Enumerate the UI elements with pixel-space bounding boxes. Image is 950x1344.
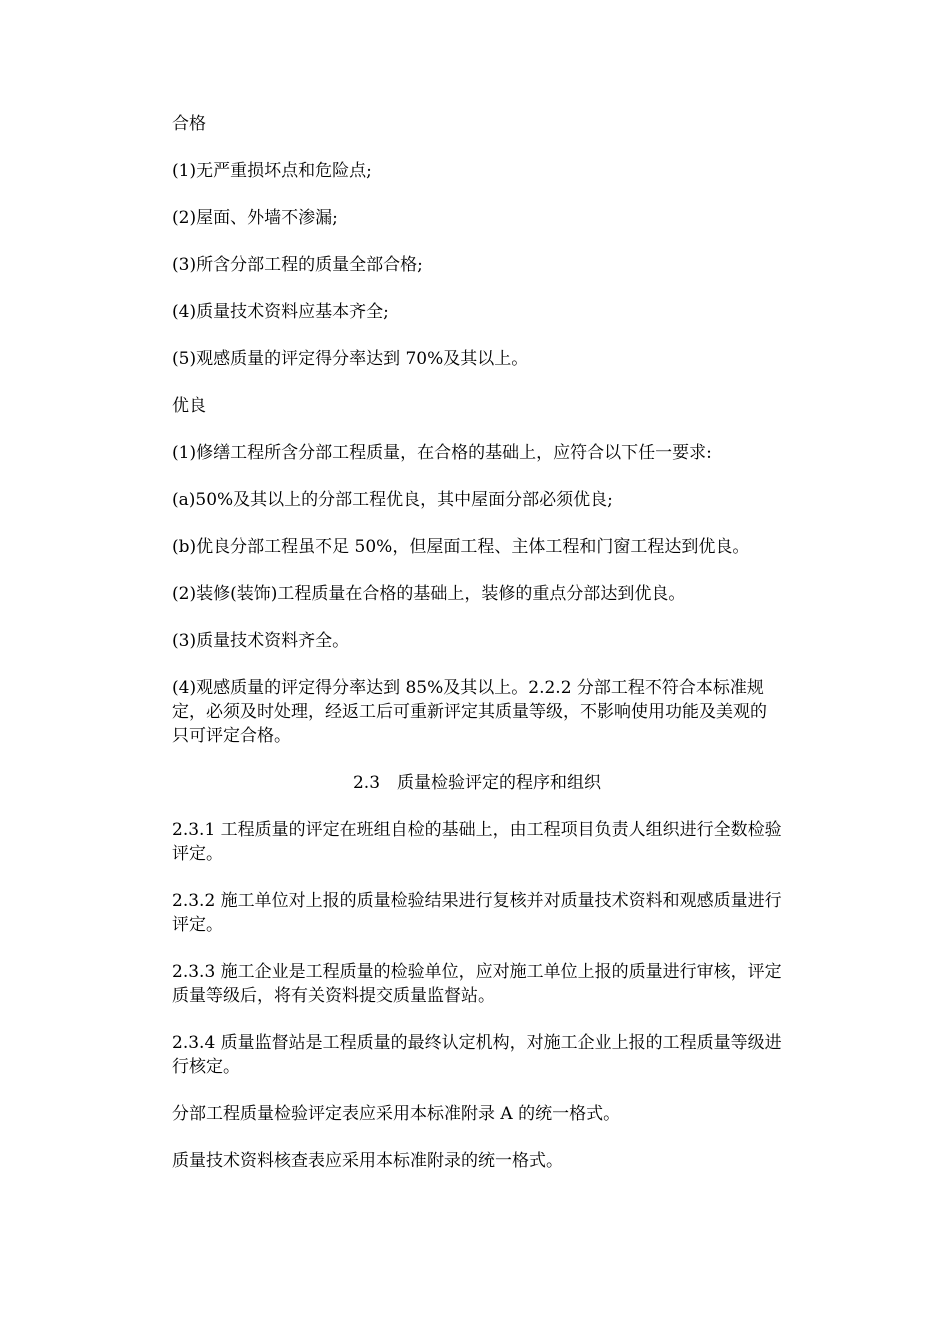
paragraph-pass-heading: 合格 [172,114,206,134]
document-page [172,112,782,1196]
paragraph-2-3-1: 2.3.1 工程质量的评定在班组自检的基础上，由工程项目负责人组织进行全数检验评定。 [172,820,782,864]
paragraph-pass-1: (1)无严重损坏点和危险点; [172,161,372,181]
paragraph-pass-3: (3)所含分部工程的质量全部合格; [172,255,423,275]
paragraph-excellent-3: (3)质量技术资料齐全。 [172,631,350,651]
paragraph-excellent-1: (1)修缮工程所含分部工程质量，在合格的基础上，应符合以下任一要求: [172,443,712,463]
paragraph-appendix-a: 分部工程质量检验评定表应采用本标准附录 A 的统一格式。 [172,1104,621,1124]
paragraph-excellent-2: (2)装修(装饰)工程质量在合格的基础上，装修的重点分部达到优良。 [172,584,686,604]
paragraph-2-3-3: 2.3.3 施工企业是工程质量的检验单位，应对施工单位上报的质量进行审核，评定质量等级后，将有关资料提交质量监督站。 [172,962,782,1006]
paragraph-excellent-1a: (a)50%及其以上的分部工程优良，其中屋面分部必须优良; [172,490,613,510]
paragraph-excellent-heading: 优良 [172,396,206,416]
paragraph-2-3-4: 2.3.4 质量监督站是工程质量的最终认定机构，对施工企业上报的工程质量等级进行核定。 [172,1033,782,1077]
section-heading: 2.3 质量检验评定的程序和组织 [352,773,602,793]
paragraph-appendix-checklist: 质量技术资料核查表应采用本标准附录的统一格式。 [172,1151,563,1171]
paragraph-pass-5: (5)观感质量的评定得分率达到 70%及其以上。 [172,349,529,369]
paragraph-pass-4: (4)质量技术资料应基本齐全; [172,302,389,322]
paragraph-2-3-2: 2.3.2 施工单位对上报的质量检验结果进行复核并对质量技术资料和观感质量进行评定。 [172,891,782,935]
paragraph-pass-2: (2)屋面、外墙不渗漏; [172,208,338,228]
paragraph-excellent-1b: (b)优良分部工程虽不足 50%，但屋面工程、主体工程和门窗工程达到优良。 [172,537,750,557]
paragraph-excellent-4: (4)观感质量的评定得分率达到 85%及其以上。2.2.2 分部工程不符合本标准规定，必须及时处理，经返工后可重新评定其质量等级，不影响使用功能及美观的只可评定合格。 [172,678,767,746]
